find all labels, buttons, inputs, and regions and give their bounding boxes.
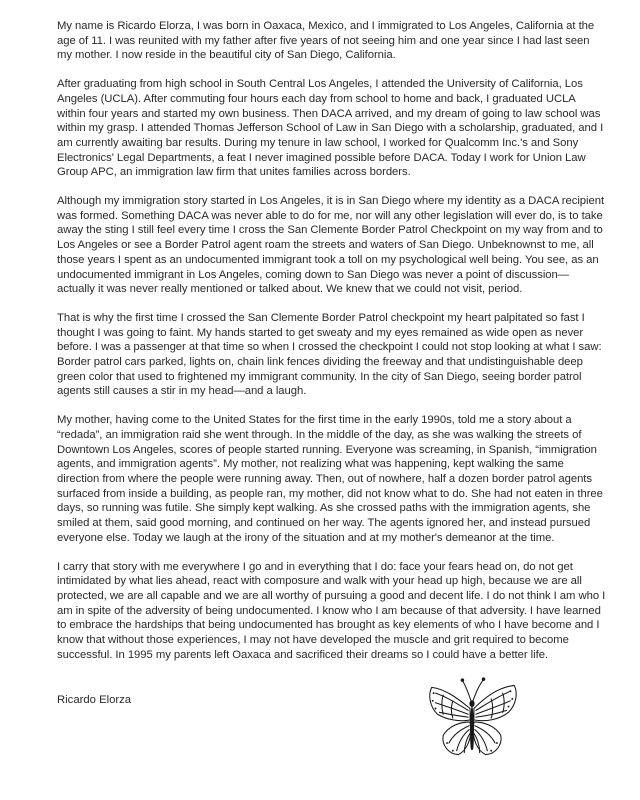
paragraph-reflection: I carry that story with me everywhere I go and in everything that I do: face your fears head on, do not get intimidated by what lies ahead, react with composure and walk with your head up high, because we are all protected, we are all capable and we are all worthy of pursuing a good and decent life. I do not think I am who I am in spite of the adversity of being undocumented. I know who I am because of that adversity. I have learned to embrace the hardships that being undocumented has brought as key elements of who I have become and I know that without those experiences, I may not have developed the muscle and grit required to become successful. In 1995 my parents left Oaxaca and sacrificed their dreams so I could have a better life. (57, 560, 606, 661)
butterfly-icon (424, 672, 520, 768)
paragraph-intro: My name is Ricardo Elorza, I was born in Oaxaca, Mexico, and I immigrated to Los Angeles, California at the age of 11. I was reunited with my father after five years of not seeing him and one year since I had last seen my mother. I now reside in the beautiful city of San Diego, California. (57, 20, 595, 62)
signature-name: Ricardo Elorza (57, 694, 132, 706)
paragraph-mother-story: My mother, having come to the United States for the first time in the early 1990s, told me a story about a “redada”, an immigration raid she went through. In the middle of the day, as she was walking the streets of Downtown Los Angeles, scores of people started running. Everyone was screaming, in Spanish, “immigration agents, and immigration agents”. My mother, not realizing what was happening, kept walking the same direction from where the people were running away. Then, out of nowhere, half a dozen border patrol agents surfaced from inside a building, as people ran, my mother, did not know what to do. She had not eaten in three days, so running was futile. She simply kept walking. As she crossed paths with the immigration agents, she smiled at them, said good morning, and continued on her way. The agents ignored her, and instead pursued everyone else. Today we laugh at the irony of the situation and at my mother's demeanor at the time. (57, 414, 603, 544)
paragraph-checkpoint: That is why the first time I crossed the San Clemente Border Patrol checkpoint my heart palpitated so fast I thought I was going to faint. My hands started to get sweaty and my eyes remained as wide open as never before. I was a passenger at that time so when I crossed the checkpoint I could not stop looking at what I saw: Border patrol cars parked, lights on, chain link fences dividing the freeway and that undistinguishable deep green color that used to frightened my immigrant community. In the city of San Diego, seeing border patrol agents still causes a stir in my head—and a laugh. (57, 311, 602, 398)
paragraph-education: After graduating from high school in South Central Los Angeles, I attended the University of California, Los Angeles (UCLA). After commuting four hours each day from school to home and back, I graduated UCLA within four years and started my own business. Then DACA arrived, and my dream of going to law school was within my grasp. I attended Thomas Jefferson School of Law in San Diego with a scholarship, graduated, and I am currently awaiting bar results. During my tenure in law school, I worked for Qualcomm Inc.'s and Sony Electronics' Legal Departments, a feat I never imagined possible before DACA. Today I work for Union Law Group APC, an immigration law firm that unites families across borders. (57, 78, 604, 179)
paragraph-san-diego: Although my immigration story started in Los Angeles, it is in San Diego where my identity as a DACA recipient was formed. Something DACA was never able to do for me, nor will any other legislation will ever do, is to take away the sting I still feel every time I cross the San Clemente Border Patrol Checkpoint on my way from and to Los Angeles or see a Border Patrol agent roam the streets and waters of San Diego. Unbeknownst to me, all those years I spent as an undocumented immigrant took a toll on my psychological well being. You see, as an undocumented immigrant in Los Angeles, coming down to San Diego was never a point of discussion—actually it was never really mentioned or talked about. We knew that we could not visit, period. (57, 195, 605, 296)
